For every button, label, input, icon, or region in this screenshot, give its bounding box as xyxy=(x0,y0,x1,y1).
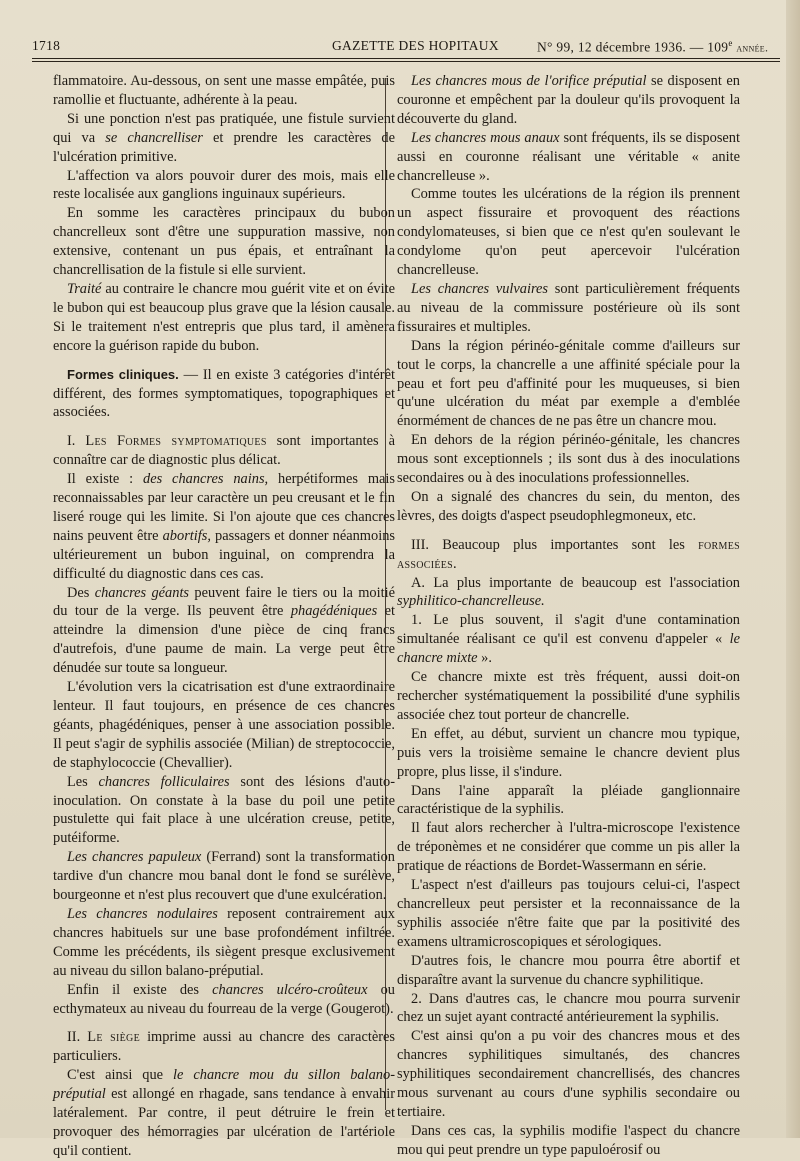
text: Il existe : xyxy=(67,471,143,488)
header-rule-thin xyxy=(32,61,780,62)
paragraph xyxy=(397,611,740,668)
header-rule xyxy=(32,58,780,59)
text: — Il en existe 3 catégories d'intérêt différent, des formes symptomatiques, topographiques et associées. xyxy=(53,366,395,421)
small-caps-text: Les Formes symptomatiques xyxy=(85,433,267,450)
italic-text: syphilitico-chancrelleuse. xyxy=(397,593,545,610)
italic-text: Traité xyxy=(67,280,102,297)
paragraph: En somme les caractères principaux du bubon chancrelleux sont d'être une suppuration massive, non extensive, contenant un pus épais, et entraînant la chancrellisation de la fistule si elle survient. xyxy=(53,205,395,279)
italic-text: Les chancres mous de l'orifice préputial xyxy=(411,73,647,89)
paragraph: C'est ainsi qu'on a pu voir des chancres mous et des chancres syphilitiques simultanés, des chancres syphilitiques secondairement chancrellisés, des chancres mous survenant au cours d'une syphilis secondaire ou tertiaire. xyxy=(397,1028,740,1120)
text: III. Beaucoup plus importantes sont les xyxy=(411,536,699,553)
text: imprime aussi au chancre des caractères particuliers. xyxy=(53,1029,395,1065)
text: passagers et donner néanmoins ultérieurement un bubon inguinal, on comprendra la difficulté du diagnostic dans ces cas. xyxy=(53,527,395,582)
section-heading: Formes cliniques. xyxy=(67,366,179,382)
text: sont importantes à connaître car de diagnostic plus délicat. xyxy=(53,433,395,469)
paragraph: Dans ces cas, la syphilis modifie l'aspect du chancre mou qui peut prendre un type papuloérosif ou xyxy=(397,1122,740,1158)
paragraph xyxy=(53,584,395,679)
paragraph xyxy=(53,981,395,1019)
paragraph: 2. Dans d'autres cas, le chancre mou pourra survenir chez un sujet ayant contracté antérieurement la syphilis. xyxy=(397,990,740,1026)
journal-title: GAZETTE DES HOPITAUX xyxy=(332,38,499,53)
italic-text: Les chancres mous anaux xyxy=(411,129,560,146)
paragraph: Dans la région périnéo-génitale comme d'ailleurs sur tout le corps, la chancrelle a une affinité spéciale pour la peau et fort peu d'affinité pour les muqueuses, si bien qu'une ulcération du méat par exemple a d'emblée énormément de chances de ne pas être un chancre mou. xyxy=(397,337,740,430)
paragraph: L'évolution vers la cicatrisation est d'une extraordinaire lenteur. Il faut toujours, en présence de ces chancres géants, phagédéniques, penser à une association possible. Il peut s'agir de syphilis associée (Milian) de streptococcie, de staphylococcie (Chevallier). xyxy=(53,679,395,771)
paragraph xyxy=(53,848,395,905)
paragraph: Dans l'aine apparaît la pléiade ganglionnaire caractéristique de la syphilis. xyxy=(397,782,740,818)
paragraph xyxy=(53,470,395,583)
italic-text: le chancre mou du sillon balano-préputial xyxy=(53,1067,395,1103)
text: et prendre les caractères de l'ulcération primitive. xyxy=(53,129,395,165)
issue-year-word: année. xyxy=(736,40,769,55)
paragraph xyxy=(397,280,740,337)
paragraph: L'aspect n'est d'ailleurs pas toujours celui-ci, l'aspect chancrelleux peut persister et la reconnaissance de la syphilis associée n'être faite que par la positivité des examens ultramicroscopiques et sérologiques. xyxy=(397,877,740,950)
paragraph: Comme toutes les ulcérations de la région ils prennent un aspect fissuraire et provoquent des réactions condylomateuses, si bien que ce n'est qu'en soulevant le condylome qu'on peut apercevoir l'ulcération chancrelleuse. xyxy=(397,186,740,279)
paragraph xyxy=(53,110,395,167)
paragraph: L'affection va alors pouvoir durer des mois, mais elle reste localisée aux ganglions inguinaux supérieurs. xyxy=(53,167,395,203)
paragraph: D'autres fois, le chancre mou pourra être abortif et disparaître avant la survenue du chancre syphilitique. xyxy=(397,952,740,988)
text: Des xyxy=(67,584,95,601)
paragraph xyxy=(397,129,740,186)
italic-text: Les chancres papuleux xyxy=(67,849,202,866)
italic-text: Les chancres vulvaires xyxy=(411,280,549,297)
paragraph: flammatoire. Au-dessous, on sent une masse empâtée, puis ramollie et fluctuante, adhérente à la peau. xyxy=(53,73,395,108)
issue-date: N° 99, 12 décembre 1936. — 109 xyxy=(537,39,729,55)
italic-text: phagédéniques xyxy=(290,603,378,620)
text: peuvent faire le tiers ou la moitié du tour de la verge. Ils peuvent être xyxy=(53,584,395,620)
page-number: 1718 xyxy=(32,38,61,53)
italic-text: chancres ulcéro-croûteux xyxy=(212,981,368,998)
paragraph xyxy=(53,1028,395,1066)
text: ou ecthymateux au niveau du fourreau de la verge (Gougerot). xyxy=(53,981,395,1017)
paragraph: On a signalé des chancres du sein, du menton, des lèvres, des doigts d'aspect pseudophlegmoneux, etc. xyxy=(397,488,740,524)
paragraph: Il faut alors rechercher à l'ultra-microscope l'existence de tréponèmes et ne considérer que comme un pis aller la pratique de réactions de Bordet-Wassermann en série. xyxy=(397,820,740,875)
text: A. La plus importante de beaucoup est l'association xyxy=(411,574,740,591)
text: Les xyxy=(67,773,99,790)
paragraph: En dehors de la région périnéo-génitale, les chancres mous sont exceptionnels ; ils sont dus à des inoculations secondaires ou à des inoculations professionnelles. xyxy=(397,432,740,487)
italic-text: se chancrelliser xyxy=(105,129,203,146)
text: sont fréquents, ils se disposent aussi en couronne réalisant une véritable « anite chancrelleuse ». xyxy=(397,129,741,184)
text: et atteindre la dimension d'une pièce de cinq francs d'autrefois, d'une paume de main. La verge peut être dénudée sur toute sa longueur. xyxy=(53,603,395,677)
issue-info xyxy=(537,38,768,56)
italic-text: Les chancres nodulaires xyxy=(67,905,218,922)
text: ». xyxy=(477,650,492,667)
issue-ordinal: e xyxy=(728,38,733,48)
paragraph xyxy=(53,432,395,470)
paragraph xyxy=(53,280,395,356)
text: au contraire le chancre mou guérit vite et on évite le bubon qui est beaucoup plus grave que la lésion causale. Si le traitement n'est entrepris que plus tard, il amènera encore la guérison rapide du bubon. xyxy=(53,280,395,354)
paragraph xyxy=(397,536,740,574)
paragraph xyxy=(397,574,740,612)
text: herpétiformes mais reconnaissables par leur caractère un peu creusant et le fin liseré rouge qui les limite. Si l'on ajoute que ces chancres nains peuvent être xyxy=(53,471,395,544)
text: est allongé en rhagade, sans tendance à envahir latéralement. Par contre, il peut détruire le frein et provoquer des hémorragies par ulcération de l'artériole qu'il contient. xyxy=(53,1086,395,1159)
section-heading-paragraph xyxy=(53,366,395,423)
small-caps-text: formes associées. xyxy=(397,536,740,572)
left-column xyxy=(53,72,395,1161)
italic-text: des chancres nains, xyxy=(143,471,269,488)
text: Si une ponction n'est pas pratiquée, une fistule survient qui va xyxy=(53,110,395,146)
page-edge xyxy=(786,0,800,1138)
paragraph: Ce chancre mixte est très fréquent, aussi doit-on rechercher systématiquement la possibilité d'une syphilis associée chez tout porteur de chancrelle. xyxy=(397,669,740,723)
italic-text: abortifs, xyxy=(162,527,211,544)
italic-text: chancres géants xyxy=(94,584,190,601)
text: C'est ainsi que xyxy=(67,1067,174,1084)
page-header xyxy=(32,34,780,58)
italic-text: chancres folliculaires xyxy=(98,773,230,790)
small-caps-text: Le siège xyxy=(87,1029,140,1046)
text: (Ferrand) sont la transformation tardive d'un chancre mou banal dont le fond se surélève, bourgeonne et n'est plus recouvert que d'une exulcération. xyxy=(53,849,395,904)
paragraph xyxy=(53,905,395,981)
paragraph: En effet, au début, survient un chancre mou typique, puis vers la troisième semaine le chancre devient plus propre, plus lisse, il s'indure. xyxy=(397,725,740,780)
text: 1. Le plus souvent, il s'agit d'une contamination simultanée réalisant ce qu'il est convenu d'appeler « xyxy=(397,612,740,648)
text: II. xyxy=(67,1029,88,1046)
paragraph xyxy=(53,1066,395,1161)
italic-text: le chancre mixte xyxy=(397,631,740,667)
text: sont particulièrement fréquents au niveau de la commissure postérieure où ils sont fissuraires et multiples. xyxy=(397,280,740,335)
text: se disposent en couronne et empêchent par la douleur qu'ils provoquent la découverte du gland. xyxy=(397,73,740,127)
paragraph xyxy=(53,773,395,849)
text: reposent contrairement aux chancres habituels sur une base profondément infiltrée. Comme les précédents, ils siègent presque exclusivement au niveau du sillon balano-préputial. xyxy=(53,905,395,979)
right-column xyxy=(397,72,740,1160)
paragraph xyxy=(397,72,740,129)
text: sont des lésions d'auto-inoculation. On constate à la base du poil une petite pustulette qui fait place à une ulcération creuse, petite, putéiforme. xyxy=(53,773,395,847)
text: Enfin il existe des xyxy=(67,981,213,998)
text: I. xyxy=(67,433,86,450)
